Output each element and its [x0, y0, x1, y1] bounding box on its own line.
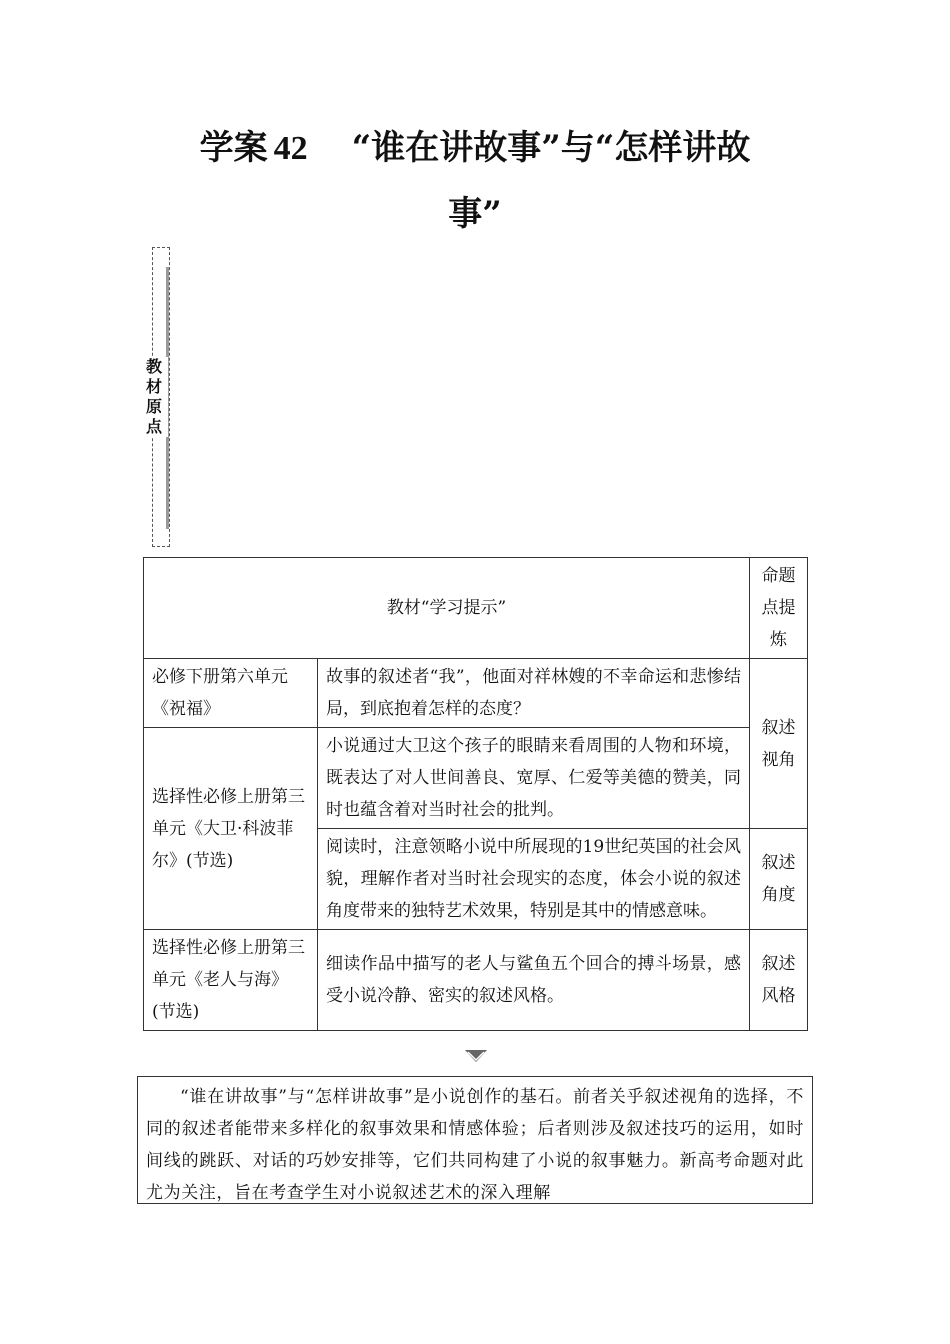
header-points-text: 命题	[761, 566, 796, 586]
section-label-char: 点	[145, 417, 162, 436]
point-cell	[750, 829, 808, 930]
title-prefix: 学案	[199, 128, 268, 168]
title-main-line2: 事”	[448, 194, 502, 234]
page-title-continued	[0, 186, 950, 242]
point-cell	[750, 659, 808, 829]
point-text: 叙述	[761, 853, 796, 873]
title-number: 42	[273, 130, 308, 167]
table-row	[144, 728, 808, 829]
book-cell: 选择性必修上册第三单元《大卫·科波菲尔》(节选)	[144, 728, 318, 930]
point-text: 叙述	[761, 954, 796, 974]
section-label	[140, 357, 168, 437]
title-main-line1: “谁在讲故事”与“怎样讲故	[351, 128, 751, 168]
book-cell: 必修下册第六单元《祝福》	[144, 659, 318, 728]
tip-cell: 小说通过大卫这个孩子的眼睛来看周围的人物和环境，既表达了对人世间善良、宽厚、仁爱等美德的赞美，同时也蕴含着对当时社会的批判。	[318, 728, 750, 829]
point-text: 视角	[761, 749, 796, 770]
table-header-tips: 教材“学习提示”	[144, 558, 750, 659]
table-row	[144, 930, 808, 1031]
chevron-down-icon	[465, 1050, 487, 1064]
section-label-char: 材	[145, 377, 162, 396]
point-text: 风格	[761, 986, 796, 1006]
tip-cell: 故事的叙述者“我”，他面对祥林嫂的不幸命运和悲惨结局，到底抱着怎样的态度？	[318, 659, 750, 728]
header-points-text: 点提	[761, 598, 796, 618]
point-text: 角度	[761, 885, 796, 905]
table-row	[144, 659, 808, 728]
page-title	[0, 120, 950, 177]
intro-paragraph: “谁在讲故事”与“怎样讲故事”是小说创作的基石。前者关乎叙述视角的选择，不同的叙述者能带来多样化的叙事效果和情感体验；后者则涉及叙述技巧的运用，如时间线的跳跃、对话的巧妙安排等，它们共同构建了小说的叙事魅力。新高考命题对此尤为关注，旨在考查学生对小说叙述艺术的深入理解	[137, 1076, 813, 1204]
table-header-row	[144, 558, 808, 659]
header-points-text: 炼	[770, 630, 788, 650]
tip-cell: 阅读时，注意领略小说中所展现的19世纪英国的社会风貌，理解作者对当时社会现实的态度，体会小说的叙述角度带来的独特艺术效果，特别是其中的情感意味。	[318, 829, 750, 930]
tip-cell: 细读作品中描写的老人与鲨鱼五个回合的搏斗场景，感受小说冷静、密实的叙述风格。	[318, 930, 750, 1031]
section-label-char: 教	[145, 357, 162, 376]
book-cell: 选择性必修上册第三单元《老人与海》(节选)	[144, 930, 318, 1031]
point-text: 叙述	[761, 717, 796, 738]
section-label-char: 原	[145, 397, 162, 416]
textbook-tips-table	[143, 557, 808, 1031]
table-header-points	[750, 558, 808, 659]
point-cell	[750, 930, 808, 1031]
